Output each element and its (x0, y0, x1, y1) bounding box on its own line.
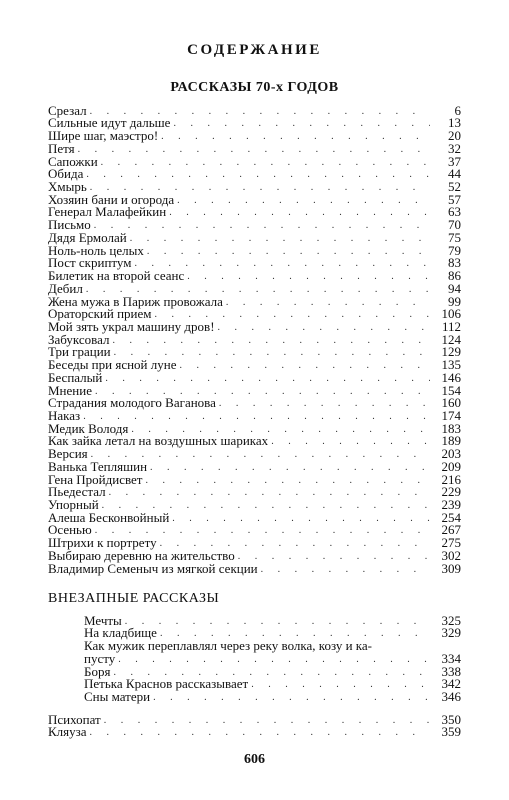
dot-leader (105, 374, 430, 384)
toc-entry-title: Петя (48, 140, 75, 156)
toc-entry-page: 325 (441, 612, 461, 628)
dot-leader (130, 234, 430, 244)
toc-entry-page: 160 (441, 395, 461, 411)
dot-leader (261, 565, 430, 575)
toc-entry-page: 267 (441, 522, 461, 538)
toc-entry-title: Осенью (48, 522, 92, 538)
dot-leader (118, 655, 430, 665)
toc-entry-page: 209 (441, 458, 461, 474)
dot-leader (187, 272, 430, 282)
toc-entry (48, 129, 461, 142)
toc-entry-page: 183 (441, 420, 461, 436)
toc-entry-title: Версия (48, 446, 88, 462)
toc-entry-title: Дебил (48, 280, 83, 296)
toc-entry-title: Три грации (48, 344, 111, 360)
toc-entry (48, 435, 461, 448)
section-title-sudden: ВНЕЗАПНЫЕ РАССКАЗЫ (48, 591, 220, 606)
toc-entry-page: 203 (441, 446, 461, 462)
toc-entry (48, 206, 461, 219)
toc-entry-page: 334 (441, 650, 461, 666)
toc-entry-title: Беседы при ясной луне (48, 357, 177, 373)
toc-entry-title: Как зайка летал на воздушных шариках (48, 433, 269, 449)
toc-entry-title: Срезал (48, 102, 87, 118)
toc-entry-title: Хмырь (48, 179, 87, 195)
toc-sudden-list (84, 614, 461, 703)
dot-leader (150, 463, 430, 473)
toc-entry-title: Ноль-ноль целых (48, 242, 144, 258)
toc-entry (48, 486, 461, 499)
toc-entry-page: 346 (441, 689, 461, 705)
dot-leader (218, 323, 430, 333)
toc-entry-title: Забуксовал (48, 331, 110, 347)
toc-entry-page: 32 (448, 140, 461, 156)
dot-leader (90, 728, 430, 738)
toc-entry-title: Выбираю деревню на жительство (48, 547, 235, 563)
toc-entry-title: Психопат (48, 711, 101, 727)
toc-entry-title: Сильные идут дальше (48, 115, 171, 131)
toc-entry-title: Алеша Бесконвойный (48, 509, 170, 525)
toc-entry (48, 397, 461, 410)
toc-entry-page: 79 (448, 242, 461, 258)
toc-entry-title: Владимир Семеныч из мягкой секции (48, 560, 258, 576)
toc-entry-page: 338 (441, 663, 461, 679)
toc-entry-page: 342 (441, 676, 461, 692)
toc-entry (48, 231, 461, 244)
toc-entry-page: 129 (441, 344, 461, 360)
dot-leader (125, 617, 430, 627)
toc-entry-title: Пьедестал (48, 484, 106, 500)
toc-entry-page: 135 (441, 357, 461, 373)
toc-entry-title: Петька Краснов рассказывает (84, 676, 249, 692)
dot-leader (177, 196, 430, 206)
dot-leader (219, 399, 430, 409)
toc-entry (48, 358, 461, 371)
toc-entry (48, 371, 461, 384)
toc-entry-page: 99 (448, 293, 461, 309)
toc-entry (48, 562, 461, 575)
toc-entry-page: 20 (448, 128, 461, 144)
toc-entry-page: 359 (441, 724, 461, 740)
toc-entry-title: Шире шаг, маэстро! (48, 128, 159, 144)
toc-entry-page: 154 (441, 382, 461, 398)
toc-entry-page: 86 (448, 268, 461, 284)
toc-entry-page: 75 (448, 229, 461, 245)
dot-leader (169, 208, 430, 218)
toc-entry-page: 52 (448, 179, 461, 195)
toc-entry (48, 713, 461, 726)
toc-entry-page: 189 (441, 433, 461, 449)
toc-entry-title: Мой зять украл машину дров! (48, 318, 215, 334)
toc-entry-page: 70 (448, 217, 461, 233)
toc-entry-title: Наказ (48, 407, 81, 423)
toc-entry-title: Кляуза (48, 724, 87, 740)
toc-entry-title: Сны матери (84, 689, 151, 705)
toc-entry-title: Штрихи к портрету (48, 535, 157, 551)
toc-main-list (48, 104, 461, 575)
toc-entry (48, 142, 461, 155)
dot-leader (173, 119, 430, 129)
toc-entry-title: Билетик на второй сеанс (48, 268, 185, 284)
dot-leader (153, 693, 430, 703)
toc-entry-page: 106 (441, 306, 461, 322)
dot-leader (113, 336, 430, 346)
toc-entry-title: Дядя Ермолай (48, 229, 127, 245)
toc-entry-page: 124 (441, 331, 461, 347)
dot-leader (161, 132, 430, 142)
toc-entry-title: пусту (84, 650, 116, 666)
toc-entry (48, 282, 461, 295)
toc-entry-page: 174 (441, 407, 461, 423)
page-title: СОДЕРЖАНИЕ (187, 42, 322, 58)
toc-entry (48, 460, 461, 473)
toc-entry-title: Генерал Малафейкин (48, 204, 167, 220)
toc-entry-title: Мечты (84, 612, 122, 628)
toc-entry (84, 690, 461, 703)
toc-entry-title: Письмо (48, 217, 91, 233)
toc-entry-page: 302 (441, 547, 461, 563)
toc-entry (48, 473, 461, 486)
dot-leader (101, 158, 430, 168)
dot-leader (172, 514, 430, 524)
toc-entry (48, 549, 461, 562)
toc-entry-page: 229 (441, 484, 461, 500)
toc-entry-page: 13 (448, 115, 461, 131)
toc-entry-page: 57 (448, 191, 461, 207)
toc-entry-title: Жена мужа в Париж провожала (48, 293, 223, 309)
toc-entry-title: Упорный (48, 497, 99, 512)
dot-leader (104, 716, 430, 726)
toc-entry (48, 269, 461, 282)
toc-entry-title: Гена Пройдисвет (48, 471, 143, 487)
toc-entry-page: 254 (441, 509, 461, 525)
toc-entry-page: 112 (441, 318, 461, 334)
page-number: 606 (244, 752, 265, 767)
toc-entry-title: Пост скриптум (48, 255, 132, 271)
toc-entry-page: 329 (441, 625, 461, 641)
toc-entry-page: 83 (448, 255, 461, 271)
toc-entry-page: 350 (441, 711, 461, 727)
toc-entry-title: Хозяин бани и огорода (48, 191, 175, 207)
toc-entry-title: Боря (84, 663, 111, 679)
section-title-70s: РАССКАЗЫ 70-х ГОДОВ (170, 80, 339, 95)
toc-entry (48, 511, 461, 524)
toc-entry (48, 155, 461, 168)
toc-entry-title: Ванька Тепляшин (48, 458, 148, 474)
toc-entry-page: 94 (448, 280, 461, 296)
toc-entry-title: Беспалый (48, 369, 103, 385)
dot-leader (238, 552, 430, 562)
toc-entry-page: 63 (448, 204, 461, 220)
toc-entry (84, 639, 461, 652)
dot-leader (83, 412, 430, 422)
toc-entry-title: На кладбище (84, 625, 157, 641)
toc-entry-title: Как мужик переплавлял через реку волка, козу и ка- (84, 638, 372, 654)
dot-leader (94, 221, 430, 231)
dot-leader (179, 361, 430, 371)
toc-final-list (48, 713, 461, 738)
dot-leader (86, 170, 430, 180)
toc-entry-title: Обида (48, 166, 84, 182)
toc-entry (48, 168, 461, 181)
dot-leader (109, 488, 430, 498)
dot-leader (271, 437, 430, 447)
dot-leader (145, 476, 430, 486)
toc-entry-page: 239 (441, 497, 461, 512)
dot-leader (147, 247, 430, 257)
toc-entry-title: Страдания молодого Ваганова (48, 395, 216, 411)
toc-entry-title: Мнение (48, 382, 92, 398)
toc-entry-page: 44 (448, 166, 461, 182)
toc-entry-page: 275 (441, 535, 461, 551)
toc-entry-title: Ораторский прием (48, 306, 152, 322)
dot-leader (78, 145, 430, 155)
toc-entry-page: 37 (448, 153, 461, 169)
dot-leader (226, 298, 430, 308)
toc-entry-title: Сапожки (48, 153, 98, 169)
dot-leader (251, 680, 430, 690)
toc-entry-page: 309 (441, 560, 461, 576)
toc-entry-page: 216 (441, 471, 461, 487)
toc-entry-title: Медик Володя (48, 420, 129, 436)
toc-entry-page: 6 (454, 102, 461, 118)
toc-entry (48, 726, 461, 739)
toc-entry (84, 652, 461, 665)
toc-entry-page: 146 (441, 369, 461, 385)
